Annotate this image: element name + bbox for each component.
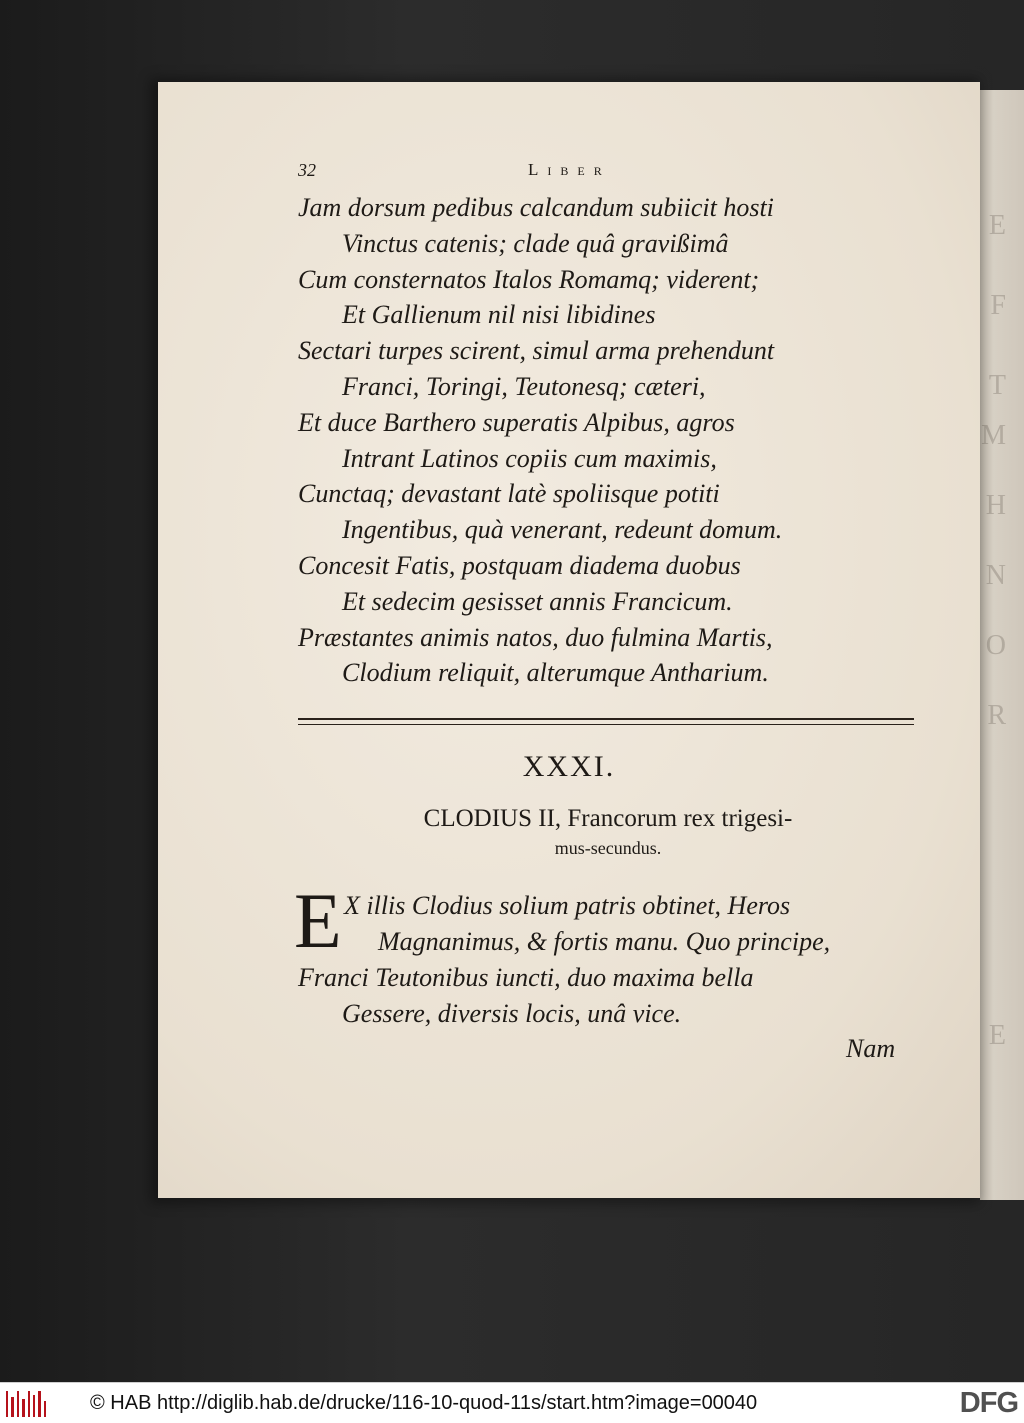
adjacent-page-edge: E F T M H N O R E bbox=[980, 90, 1024, 1200]
verse-line: Cum consternatos Italos Romamq; viderent; bbox=[298, 264, 760, 294]
page-number: 32 bbox=[298, 160, 316, 180]
chapter-subtitle: mus-secundus. bbox=[554, 838, 662, 858]
verse-line: Jam dorsum pedibus calcandum subiicit hosti bbox=[298, 193, 774, 222]
copyright-url[interactable]: © HAB http://diglib.hab.de/drucke/116-10-quod-11s/start.htm?image=00040 bbox=[90, 1392, 758, 1414]
viewer-footer bbox=[0, 1382, 1024, 1423]
verse-line: Franci, Toringi, Teutonesq; cæteri, bbox=[342, 371, 706, 401]
verse-line: Vinctus catenis; clade quâ gravißimâ bbox=[342, 228, 729, 258]
body-verse-block bbox=[298, 888, 938, 1032]
verse-line: Concesit Fatis, postquam diadema duobus bbox=[298, 550, 741, 580]
verse-line: Et sedecim gesisset annis Francicum. bbox=[342, 586, 733, 616]
verse-line: Et Gallienum nil nisi libidines bbox=[342, 300, 656, 330]
catchword: Nam bbox=[846, 1034, 896, 1063]
running-title: Liber bbox=[528, 160, 611, 179]
page-header bbox=[298, 160, 858, 188]
book-page bbox=[158, 82, 980, 1198]
body-line: Gessere, diversis locis, unâ vice. bbox=[342, 999, 682, 1028]
verse-line: Et duce Barthero superatis Alpibus, agros bbox=[298, 407, 735, 437]
verse-line: Sectari turpes scirent, simul arma prehendunt bbox=[298, 336, 775, 366]
verse-line: Intrant Latinos copiis cum maximis, bbox=[342, 443, 717, 473]
section-divider bbox=[298, 718, 914, 725]
verse-line: Præstantes animis natos, duo fulmina Martis, bbox=[298, 622, 773, 652]
body-line: Magnanimus, & fortis manu. Quo principe, bbox=[378, 927, 831, 956]
body-line: Franci Teutonibus iuncti, duo maxima bella bbox=[298, 963, 754, 992]
verse-line: Cunctaq; devastant latè spoliisque potiti bbox=[298, 479, 720, 509]
chapter-number: XXXI. bbox=[522, 750, 616, 783]
verse-line: Ingentibus, quà venerant, redeunt domum. bbox=[342, 515, 783, 545]
body-line: X illis Clodius solium patris obtinet, Heros bbox=[344, 891, 791, 920]
drop-cap: E bbox=[294, 877, 342, 964]
verse-block bbox=[298, 190, 938, 691]
hab-logo-icon bbox=[6, 1389, 46, 1417]
dfg-logo: DFG bbox=[959, 1387, 1018, 1419]
chapter-title: CLODIUS II, Francorum rex trigesi- bbox=[423, 805, 793, 832]
verse-line: Clodium reliquit, alterumque Antharium. bbox=[342, 658, 769, 688]
